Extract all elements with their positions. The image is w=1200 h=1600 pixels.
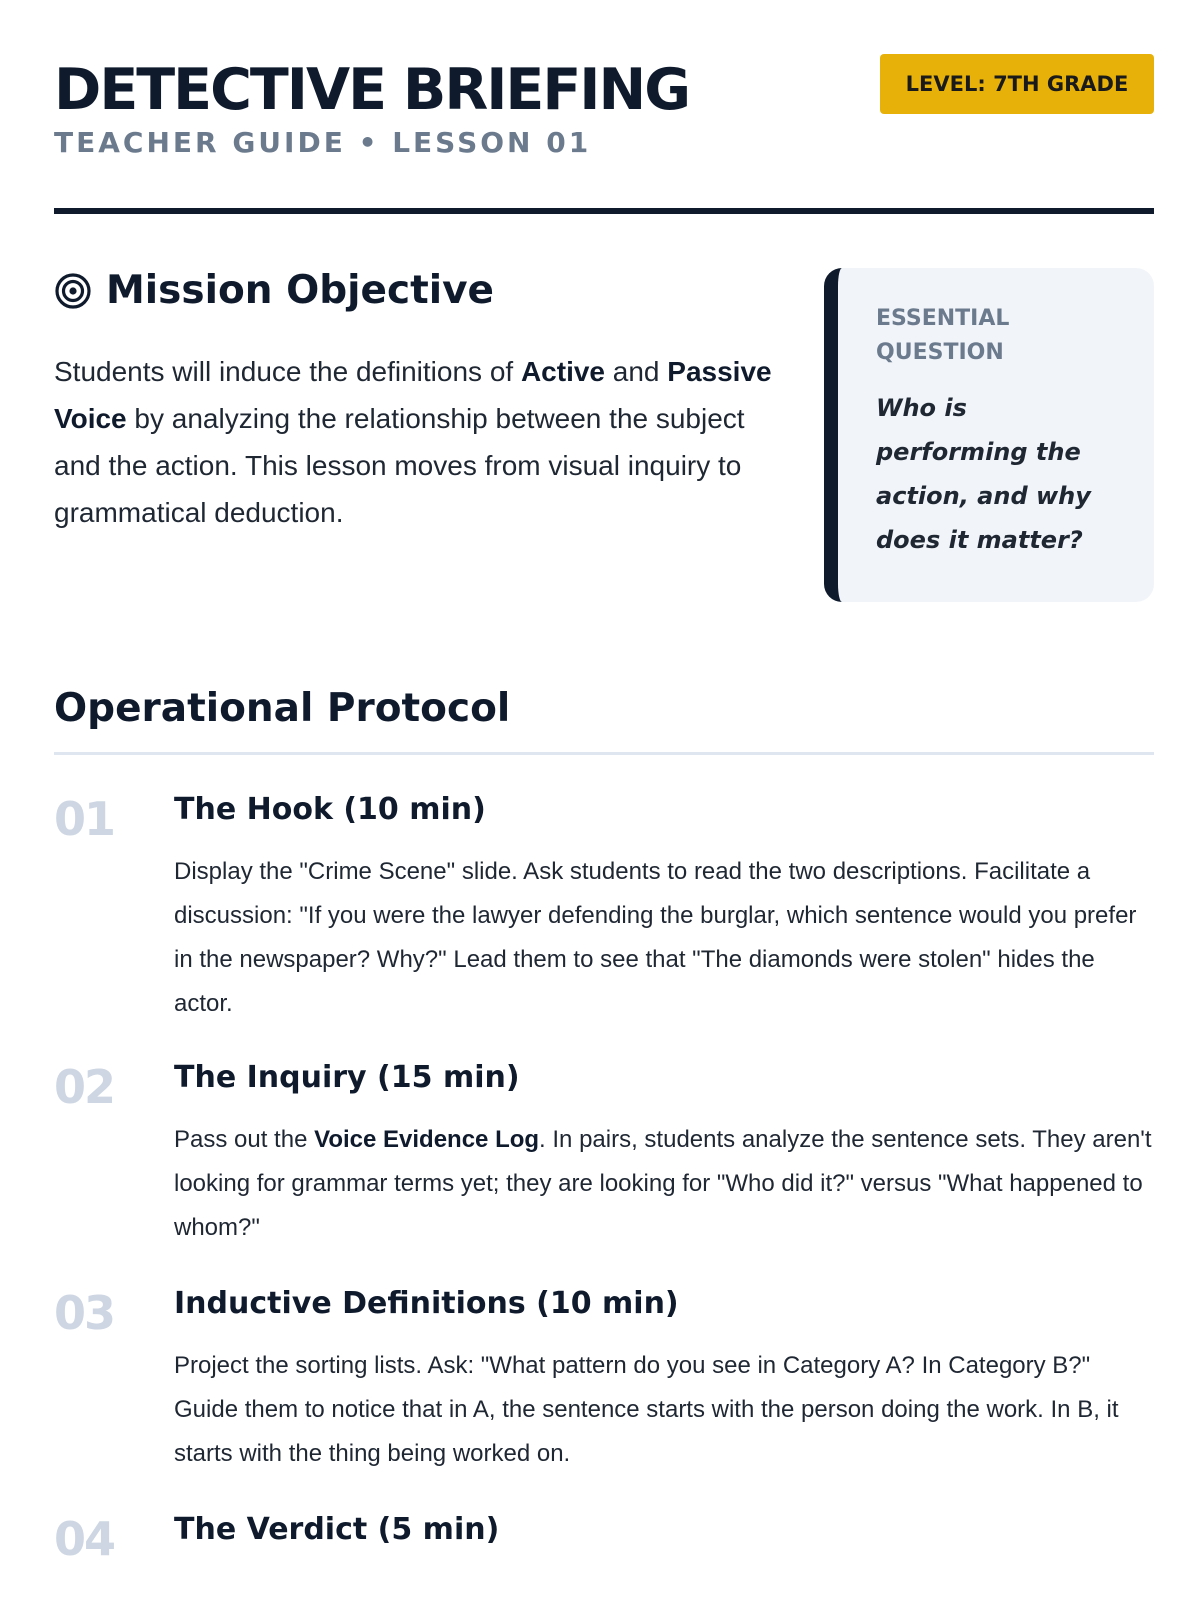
- protocol-divider: [54, 752, 1154, 755]
- step-number: 02: [54, 1060, 115, 1114]
- protocol-title: Operational Protocol: [54, 686, 511, 731]
- essential-question-text: Who is performing the action, and why does it matter?: [876, 394, 1091, 554]
- page-title: DETECTIVE BRIEFING: [54, 57, 690, 123]
- step-number: 03: [54, 1286, 115, 1340]
- step-title: The Verdict (5 min): [174, 1512, 500, 1547]
- mission-title: Mission Objective: [106, 268, 495, 313]
- mission-text-part: Students will induce the definitions of: [54, 356, 521, 387]
- step-title: The Hook (10 min): [174, 792, 486, 827]
- keyword-active: Active: [520, 356, 605, 387]
- mission-text-part: by analyzing the relationship between the subject and the action. This lesson moves from visual inquiry to grammatical deduction.: [54, 403, 745, 528]
- header-divider: [54, 208, 1154, 214]
- step-text-part: . In pairs, students analyze the sentence sets. They aren't looking for grammar terms yet; they are looking for "Who did it?" versus "What happened to whom?": [174, 1126, 1152, 1241]
- keyword-passive-voice: Passive Voice: [54, 356, 772, 434]
- step-number: 04: [54, 1512, 115, 1566]
- step-text-part: Pass out the: [174, 1126, 315, 1153]
- step-description: Project the sorting lists. Ask: "What pattern do you see in Category A? In Category B?" Guide them to notice that in A, the sentence starts with the person doing the work. In B, it starts with the thing being worked on.: [174, 1352, 1119, 1467]
- page-subtitle: TEACHER GUIDE • LESSON 01: [54, 126, 592, 159]
- mission-heading: [54, 268, 494, 313]
- mission-text-part: and: [605, 356, 668, 387]
- step-title: The Inquiry (15 min): [174, 1060, 520, 1095]
- essential-question-card: [824, 268, 1154, 602]
- essential-question-label: ESSENTIAL QUESTION: [876, 306, 1010, 365]
- step-title: Inductive Definitions (10 min): [174, 1286, 679, 1321]
- step-description: Display the "Crime Scene" slide. Ask students to read the two descriptions. Facilitate a discussion: "If you were the lawyer defending the burglar, which sentence would you prefer in the newspaper? Why?" Lead them to see that "The diamonds were stolen" hides the actor.: [174, 858, 1137, 1017]
- step-number: 01: [54, 792, 115, 846]
- mission-objective-text: [54, 348, 784, 536]
- level-badge: LEVEL: 7TH GRADE: [880, 54, 1154, 114]
- step-description: [174, 1118, 1154, 1250]
- voice-evidence-log-keyword: Voice Evidence Log: [314, 1126, 540, 1153]
- target-icon: [54, 272, 92, 310]
